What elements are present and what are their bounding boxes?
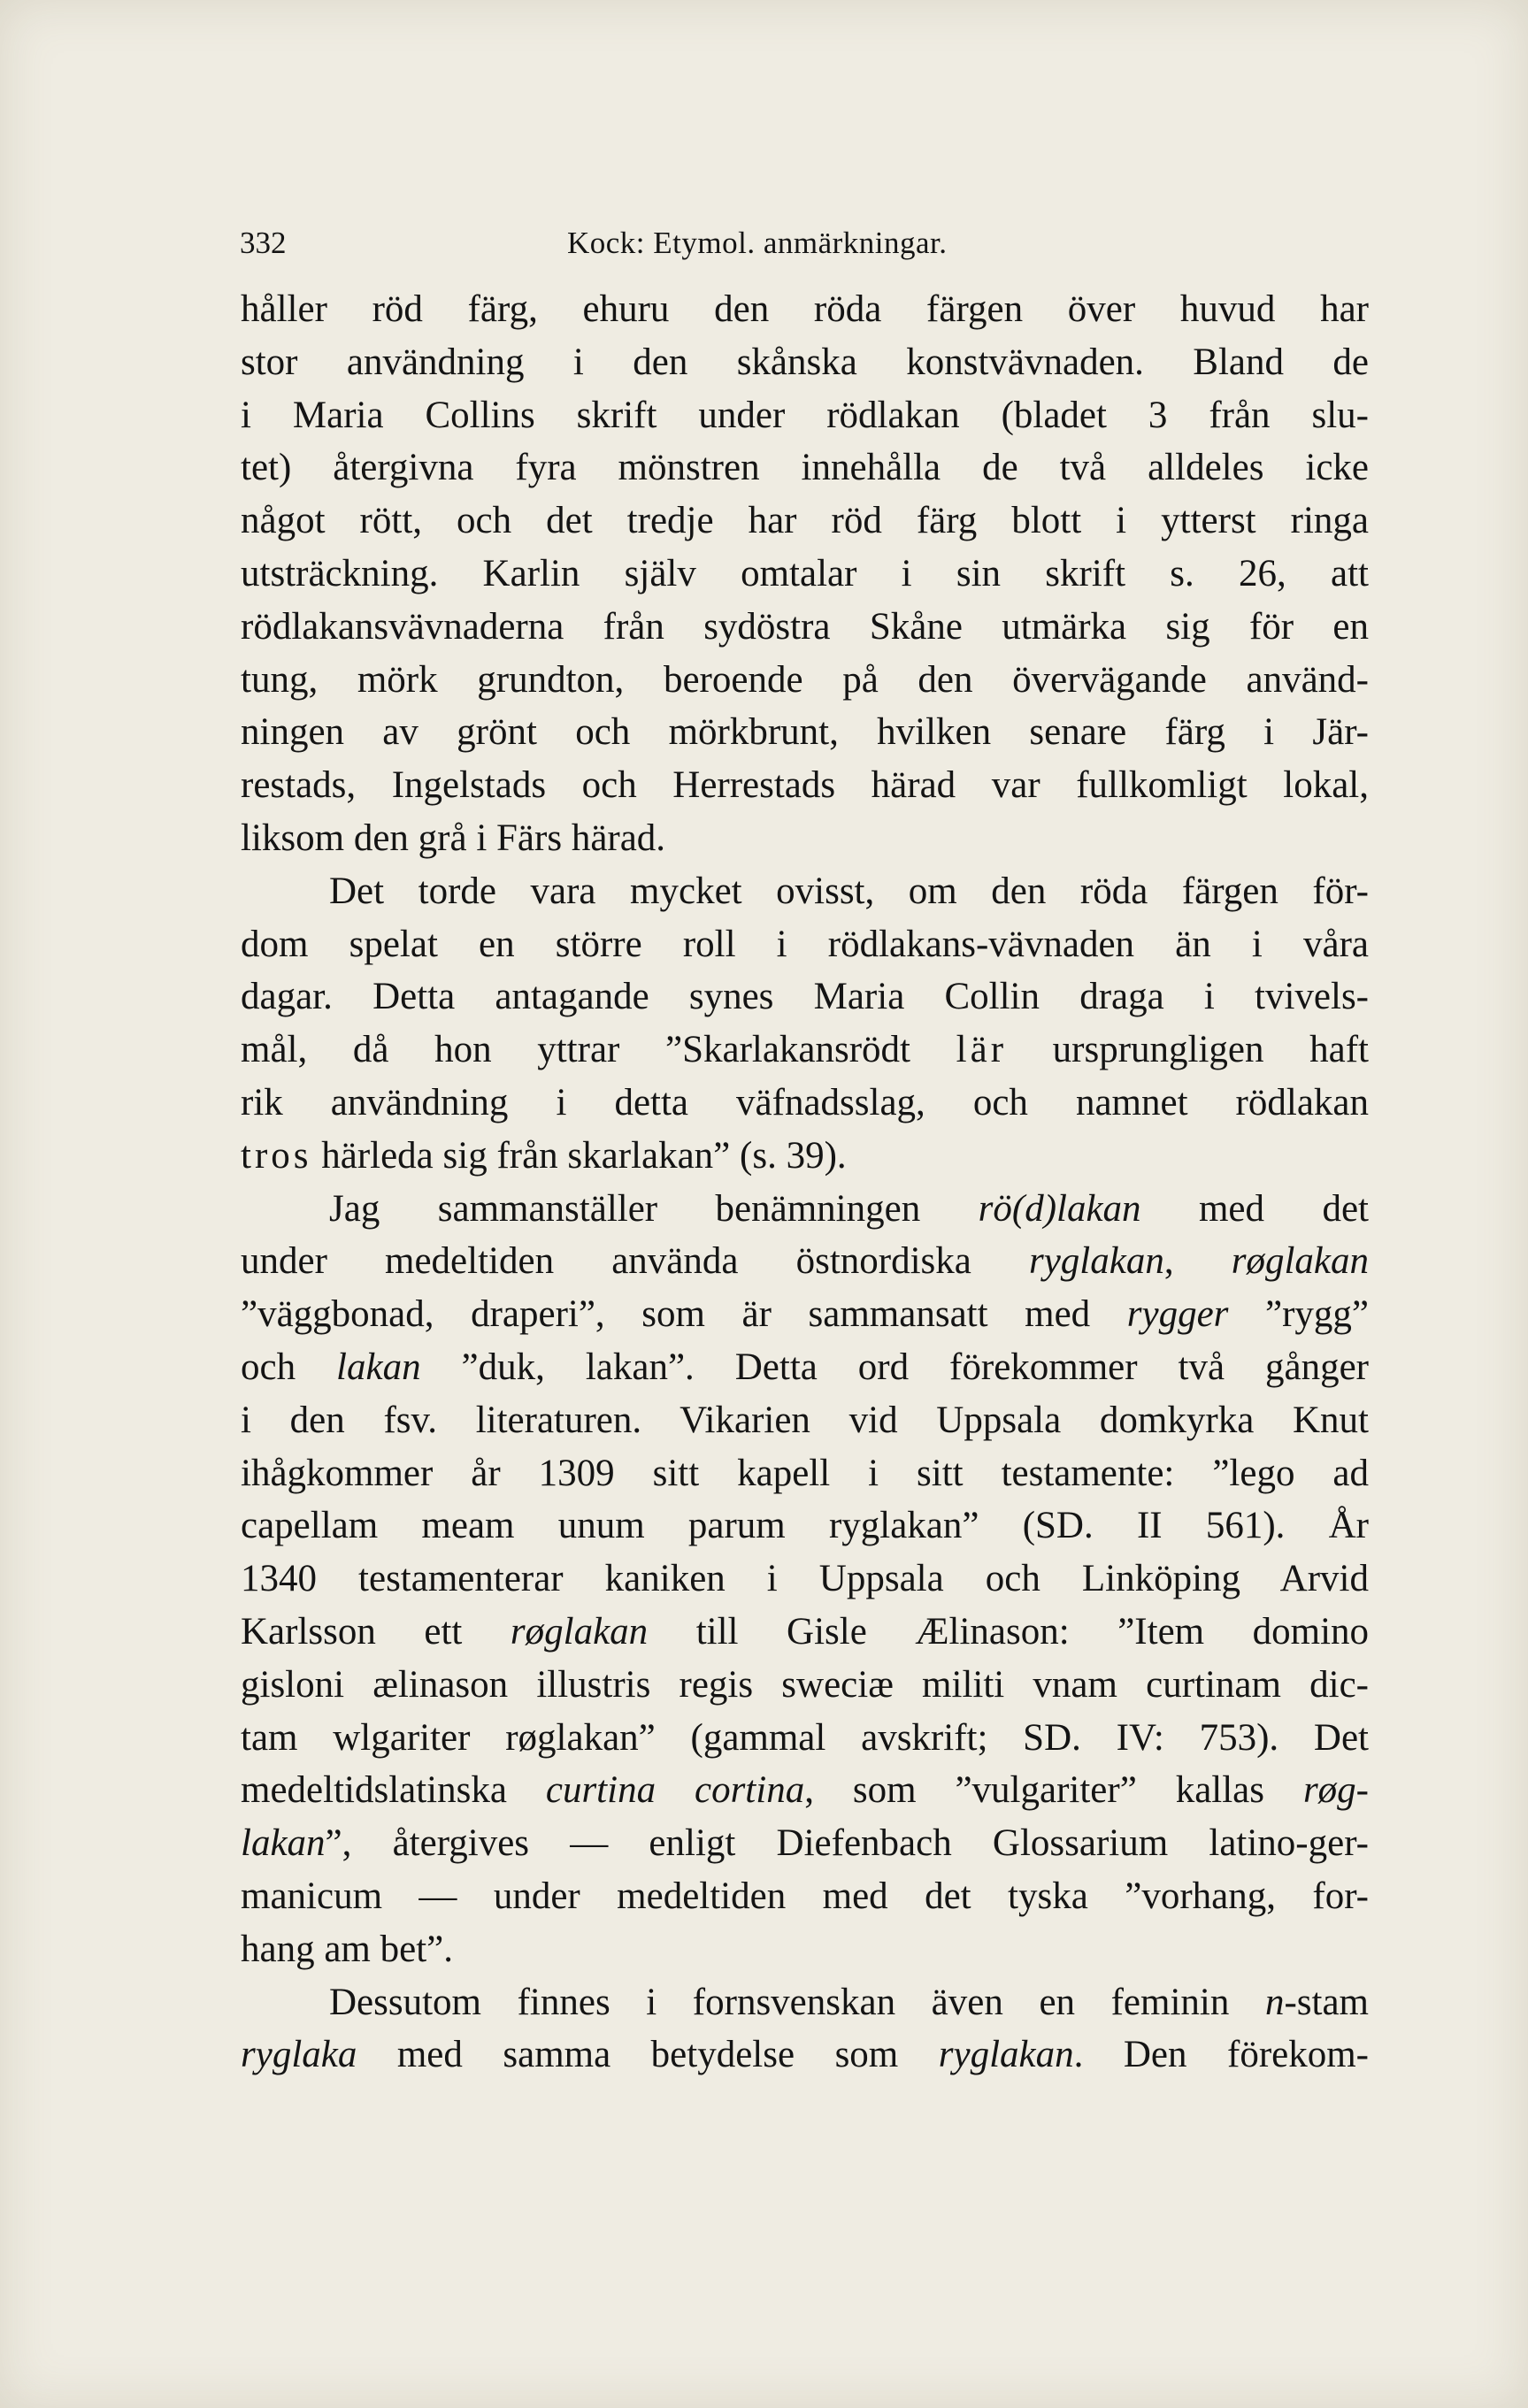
- page-body: [241, 283, 1369, 2082]
- text-line: rik användning i detta väfnadsslag, och namnet rödlakan: [241, 1081, 1369, 1123]
- italic-word: ryglaka: [241, 2034, 357, 2076]
- text-line: ihågkommer år 1309 sitt kapell i sitt testamente: ”lego ad: [241, 1452, 1369, 1494]
- text-line: [241, 1024, 1369, 1077]
- text-line: [241, 1288, 1369, 1341]
- text-run: -stam: [1284, 1981, 1370, 2023]
- text-line: [241, 1130, 1369, 1183]
- text-run: ”väggbonad, draperi”, som är sammansatt med: [241, 1293, 1091, 1336]
- text-line: i den fsv. literaturen. Vikarien vid Uppsala domkyrka Knut: [241, 1399, 1369, 1441]
- text-run: under medeltiden använda östnordiska: [241, 1240, 971, 1283]
- text-line: stor användning i den skånska konstvävnaden. Bland de: [241, 341, 1369, 383]
- text-run: till Gisle Ælinason: ”Item domino: [695, 1610, 1370, 1653]
- text-line: manicum — under medeltiden med det tyska ”vorhang, for-: [241, 1875, 1369, 1917]
- spaced-text: lär: [956, 1029, 1008, 1071]
- text-line: håller röd färg, ehuru den röda färgen över huvud har: [241, 288, 1369, 330]
- text-line: [241, 1976, 1369, 2029]
- text-line: tung, mörk grundton, beroende på den övervägande använd-: [241, 658, 1369, 701]
- text-line: capellam meam unum parum ryglakan” (SD. II 561). År: [241, 1505, 1369, 1547]
- text-run: . Den förekom-: [1073, 2034, 1369, 2076]
- italic-word: lakan: [241, 1822, 326, 1865]
- text-line: tet) återgivna fyra mönstren innehålla de två alldeles icke: [241, 447, 1369, 489]
- page-number: 332: [240, 226, 287, 260]
- text-run: ”, återgives — enligt Diefenbach Glossarium latino-ger-: [325, 1822, 1369, 1865]
- text-line: liksom den grå i Färs härad.: [241, 817, 666, 859]
- italic-word: n: [1264, 1981, 1285, 2023]
- text-run: ”rygg”: [1265, 1293, 1370, 1336]
- text-line: [241, 2028, 1369, 2082]
- text-line: gisloni ælinason illustris regis sweciæ militi vnam curtinam dic-: [241, 1663, 1369, 1706]
- text-line: [241, 1341, 1369, 1394]
- text-run: med det: [1198, 1187, 1369, 1230]
- italic-word: røglakan: [1231, 1240, 1369, 1283]
- text-line: något rött, och det tredje har röd färg blott i ytterst ringa: [241, 500, 1369, 542]
- running-title: Kock: Etymol. anmärkningar.: [567, 226, 948, 260]
- text-run: ”duk, lakan”. Detta ord förekommer två gånger: [461, 1346, 1370, 1388]
- italic-word: ryglakan: [938, 2034, 1074, 2076]
- text-line: rödlakansvävnaderna från sydöstra Skåne utmärka sig för en: [241, 605, 1369, 648]
- italic-word: rö(d)lakan: [978, 1187, 1141, 1230]
- text-line: under medeltiden använda östnordiska ryglakan, røglakan: [241, 1240, 1369, 1283]
- italic-word: ryglakan: [1028, 1240, 1164, 1283]
- text-run: härleda sig från skarlakan” (s. 39).: [321, 1134, 847, 1177]
- text-line: dom spelat en större roll i rödlakans-vävnaden än i våra: [241, 923, 1369, 965]
- spaced-text: tros: [241, 1134, 312, 1177]
- running-head: [240, 221, 1071, 265]
- italic-word: røg-: [1302, 1769, 1369, 1812]
- text-run: ursprungligen haft: [1052, 1029, 1369, 1071]
- text-run: Dessutom finnes i fornsvenskan även en feminin: [329, 1981, 1230, 2023]
- text-run: mål, då hon yttrar ”Skarlakansrödt: [241, 1029, 911, 1071]
- text-line: Det torde vara mycket ovisst, om den röda färgen för-: [329, 870, 1369, 912]
- text-line: restads, Ingelstads och Herrestads härad var fullkomligt lokal,: [241, 764, 1369, 807]
- text-run: Jag sammanställer benämningen: [329, 1187, 921, 1230]
- text-line: hang am bet”.: [241, 1928, 453, 1970]
- italic-word: røglakan: [510, 1610, 649, 1653]
- text-line: [241, 1764, 1369, 1817]
- text-line: [241, 1817, 1369, 1870]
- text-run: Karlsson ett: [241, 1610, 463, 1653]
- text-line: tam wlgariter røglakan” (gammal avskrift; SD. IV: 753). Det: [241, 1716, 1369, 1759]
- text-line: utsträckning. Karlin själv omtalar i sin skrift s. 26, att: [241, 552, 1369, 594]
- text-line: [241, 1183, 1369, 1236]
- text-run: och: [241, 1346, 296, 1388]
- text-line: i Maria Collins skrift under rödlakan (bladet 3 från slu-: [241, 394, 1369, 436]
- text-line: dagar. Detta antagande synes Maria Collin draga i tvivels-: [241, 976, 1369, 1018]
- italic-word: curtina cortina: [545, 1769, 805, 1812]
- text-line: ningen av grönt och mörkbrunt, hvilken senare färg i Jär-: [241, 711, 1369, 754]
- text-run: , som ”vulgariter” kallas: [804, 1769, 1265, 1812]
- text-run: medeltidslatinska: [241, 1769, 507, 1812]
- italic-word: lakan: [336, 1346, 421, 1388]
- text-line: [241, 1606, 1369, 1659]
- italic-word: rygger: [1126, 1293, 1229, 1336]
- text-line: 1340 testamenterar kaniken i Uppsala och Linköping Arvid: [241, 1558, 1369, 1600]
- text-run: med samma betydelse som: [396, 2034, 899, 2076]
